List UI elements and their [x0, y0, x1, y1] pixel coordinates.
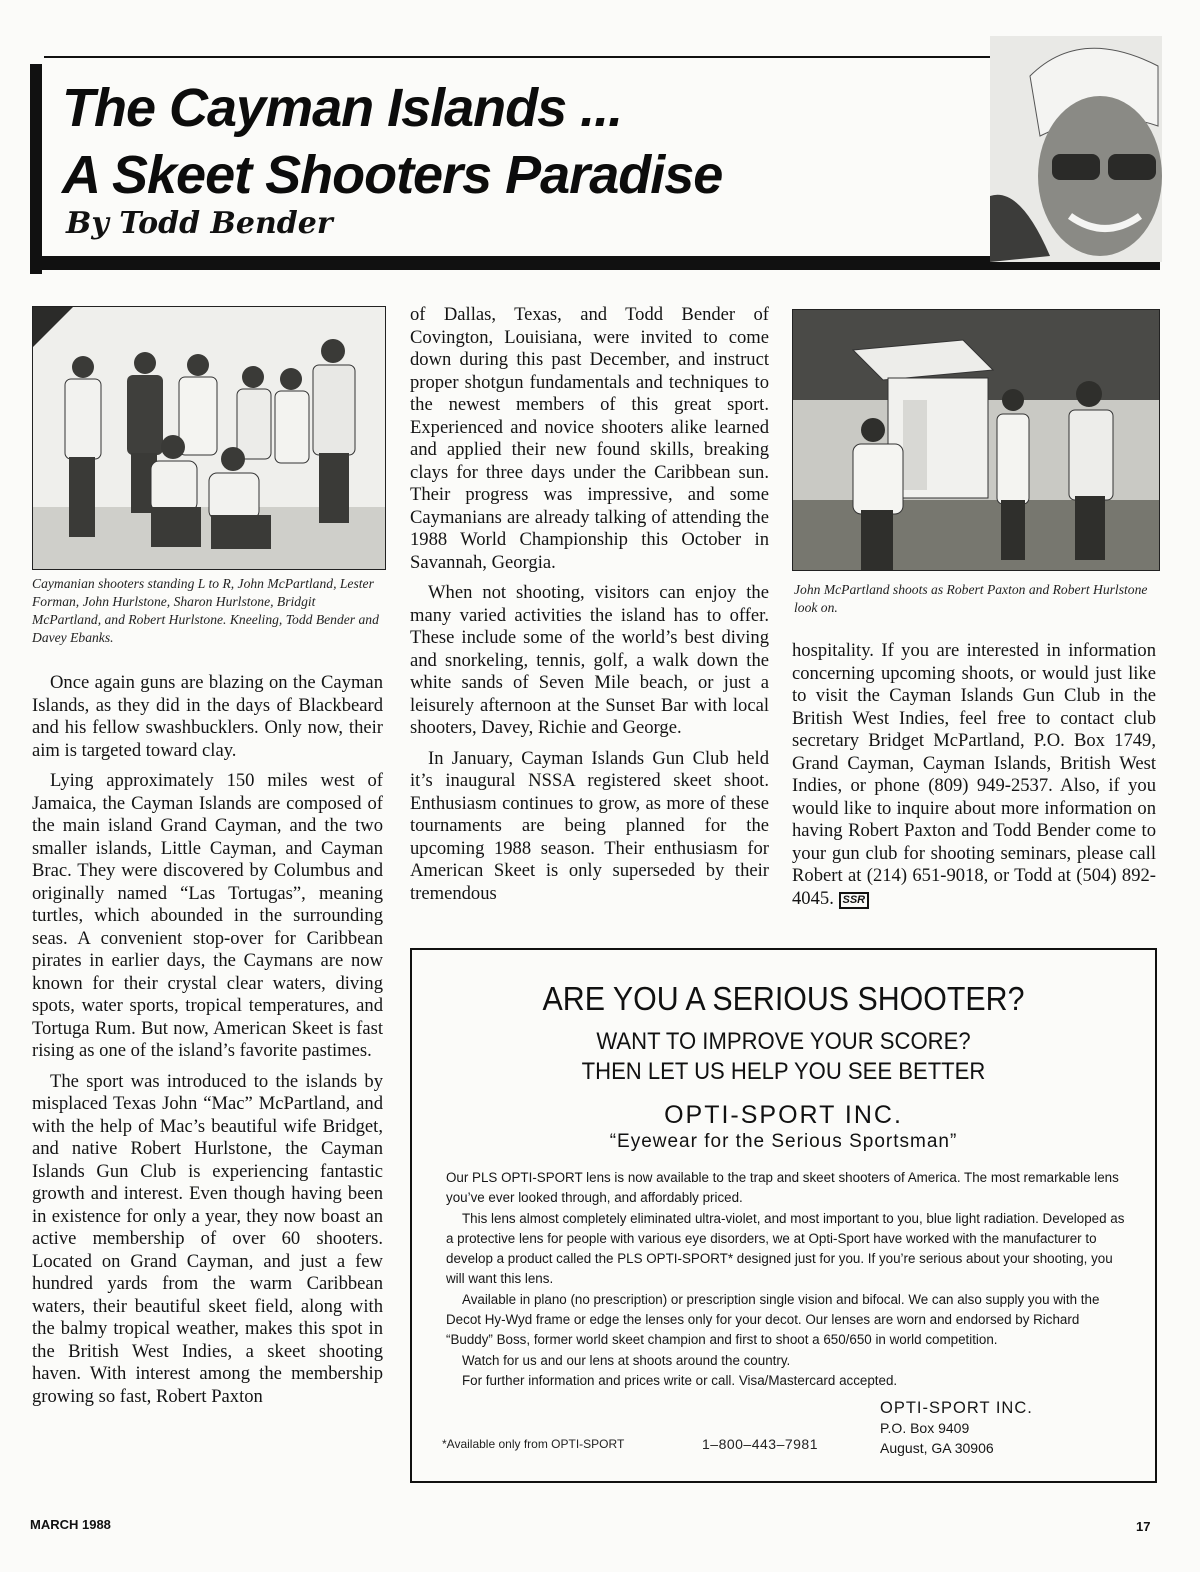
byline: By Todd Bender: [66, 206, 333, 241]
ad-phone: 1–800–443–7981: [702, 1436, 819, 1452]
article-paragraph: Lying approximately 150 miles west of Jamaica, the Cayman Islands are composed of the main island Grand Cayman, and the two smaller islands, Little Cayman, and Cayman Brac. They were discovered by Columbus and originally named “Las Tortugas”, meaning turtles, which abounded in the surrounding seas. A convenient stop-over for Caribbean pirates in earlier days, the Caymans are now known for their crystal clear waters, diving spots, water sports, tropical temperatures, and Tortuga Rum. But now, American Skeet is fast rising as one of the island’s favorite pastimes.: [32, 770, 383, 1061]
end-mark: SSR: [839, 892, 870, 909]
article-paragraph: [792, 640, 1156, 910]
ad-subhead-1: WANT TO IMPROVE YOUR SCORE?: [596, 1028, 971, 1055]
range-photo-caption: John McPartland shoots as Robert Paxton and Robert Hurlstone look on.: [794, 582, 1148, 615]
ad-paragraph: For further information and prices write or call. Visa/Mastercard accepted.: [462, 1372, 898, 1388]
article-paragraph: When not shooting, visitors can enjoy the many varied activities the island has to offer. These include some of the world’s best diving and snorkeling, tennis, golf, a walk down the white sands of Seven Mile beach, or just a leisurely afternoon at the Sunset Bar with local shooters, Davey, Richie and George.: [410, 582, 769, 738]
ad-body: [446, 1168, 1126, 1391]
ad-subhead-2: THEN LET US HELP YOU SEE BETTER: [581, 1058, 986, 1085]
ad-paragraph: Our PLS OPTI-SPORT lens is now available to the trap and skeet shooters of America. The most remarkable lens you’ve ever looked through, and affordably priced.: [446, 1170, 1119, 1206]
ad-company-name: OPTI-SPORT INC.: [664, 1101, 903, 1129]
article-paragraph: The sport was introduced to the islands by misplaced Texas John “Mac” McPartland, and with the help of Mac’s beautiful wife Bridget, and native Robert Hurlstone, the Cayman Islands Gun Club is experiencing fantastic growth and interest. Even though having been in existence for only a year, they now boast an active membership of over 60 shooters. Located on Grand Cayman, and just a few hundred yards from the warm Caribbean waters, their beautiful skeet field, along with the balmy tropical weather, makes this spot in the British West Indies, a skeet shooting haven. With interest among the membership growing so fast, Robert Paxton: [32, 1070, 383, 1407]
ad-headline: ARE YOU A SERIOUS SHOOTER?: [542, 980, 1025, 1017]
article-paragraph: In January, Cayman Islands Gun Club held it’s inaugural NSSA registered skeet shoot. Enthusiasm continues to grow, as more of these tournaments are being planned for the upcoming 1988 season. Their enthusiasm for American Skeet is only superseded by their tremendous: [410, 747, 769, 904]
article-column-2: [410, 304, 769, 905]
ad-paragraph: This lens almost completely eliminated ultra-violet, and most important to you, blue light radiation. Developed as a protective lens for people with various eye disorders, we at Opti-Sport have worked with the manufacturer to develop a product called the PLS OPTI-SPORT* designed just for you. If you’re serious about your shooting, you will want this lens.: [446, 1210, 1125, 1287]
header-top-rule: [44, 56, 1014, 58]
ad-address-company: OPTI-SPORT INC.: [880, 1399, 1033, 1417]
article-paragraph: of Dallas, Texas, and Todd Bender of Covington, Louisiana, were invited to come down during this past December, and instruct proper shotgun fundamentals and techniques to the newest members of this great sport. Experienced and novice shooters alike learned and applied their new found skills, breaking clays for three days under the Caribbean sun. Their progress was impressive, and some Caymanians are already talking of attending the 1988 World Championship this October in Savannah, Georgia.: [410, 304, 769, 573]
article-title-line2: A Skeet Shooters Paradise: [62, 145, 723, 205]
opti-sport-ad: [410, 948, 1157, 1483]
page-number: 17: [1136, 1519, 1151, 1534]
ad-address-city: August, GA 30906: [880, 1440, 994, 1456]
issue-date: MARCH 1988: [30, 1517, 111, 1532]
shooting-range-photo: [792, 309, 1160, 571]
group-photo-caption: Caymanian shooters standing L to R, John McPartland, Lester Forman, John Hurlstone, Sharon Hurlstone, Bridgit McPartland, and Robert Hurlstone. Kneeling, Todd Bender and Davey Ebanks.: [32, 576, 379, 645]
article-column-1: [32, 672, 383, 1408]
article-paragraph: Once again guns are blazing on the Cayman Islands, as they did in the days of Blackbeard and his fellow swashbucklers. Only now, their aim is targeted toward clay.: [32, 672, 383, 761]
ad-address-box: P.O. Box 9409: [880, 1420, 970, 1436]
ad-paragraph: Watch for us and our lens at shoots around the country.: [462, 1352, 791, 1368]
ad-tagline: “Eyewear for the Serious Sportsman”: [609, 1131, 958, 1152]
article-title-line1: The Cayman Islands ...: [62, 78, 623, 138]
article-column-3: [792, 640, 1156, 910]
ad-paragraph: Available in plano (no prescription) or prescription single vision and bifocal. We can also supply you with the Decot Hy-Wyd frame or edge the lenses only for your decot. Our lenses are worn and endorsed by Richard “Buddy” Boss, former world skeet champion and first to shoot a 650/650 in world competition.: [446, 1291, 1100, 1348]
article-closing-text: hospitality. If you are interested in information concerning upcoming shoots, or would just like to visit the Cayman Islands Gun Club in the British West Indies, feel free to contact club secretary Bridget McPartland, P.O. Box 1749, Grand Cayman, Cayman Islands, British West Indies, or phone (809) 949-2537. Also, if you would like to inquire about more information on having Robert Paxton and Todd Bender come to your gun club for shooting seminars, please call Robert at (214) 651-9018, or Todd at (504) 892-4045.: [792, 640, 1156, 909]
ad-footnote: *Available only from OPTI-SPORT: [442, 1437, 625, 1451]
ad-address: [880, 1398, 1033, 1458]
group-photo: [32, 306, 386, 570]
author-portrait-photo: [990, 36, 1162, 262]
header-left-bar: [30, 64, 42, 274]
